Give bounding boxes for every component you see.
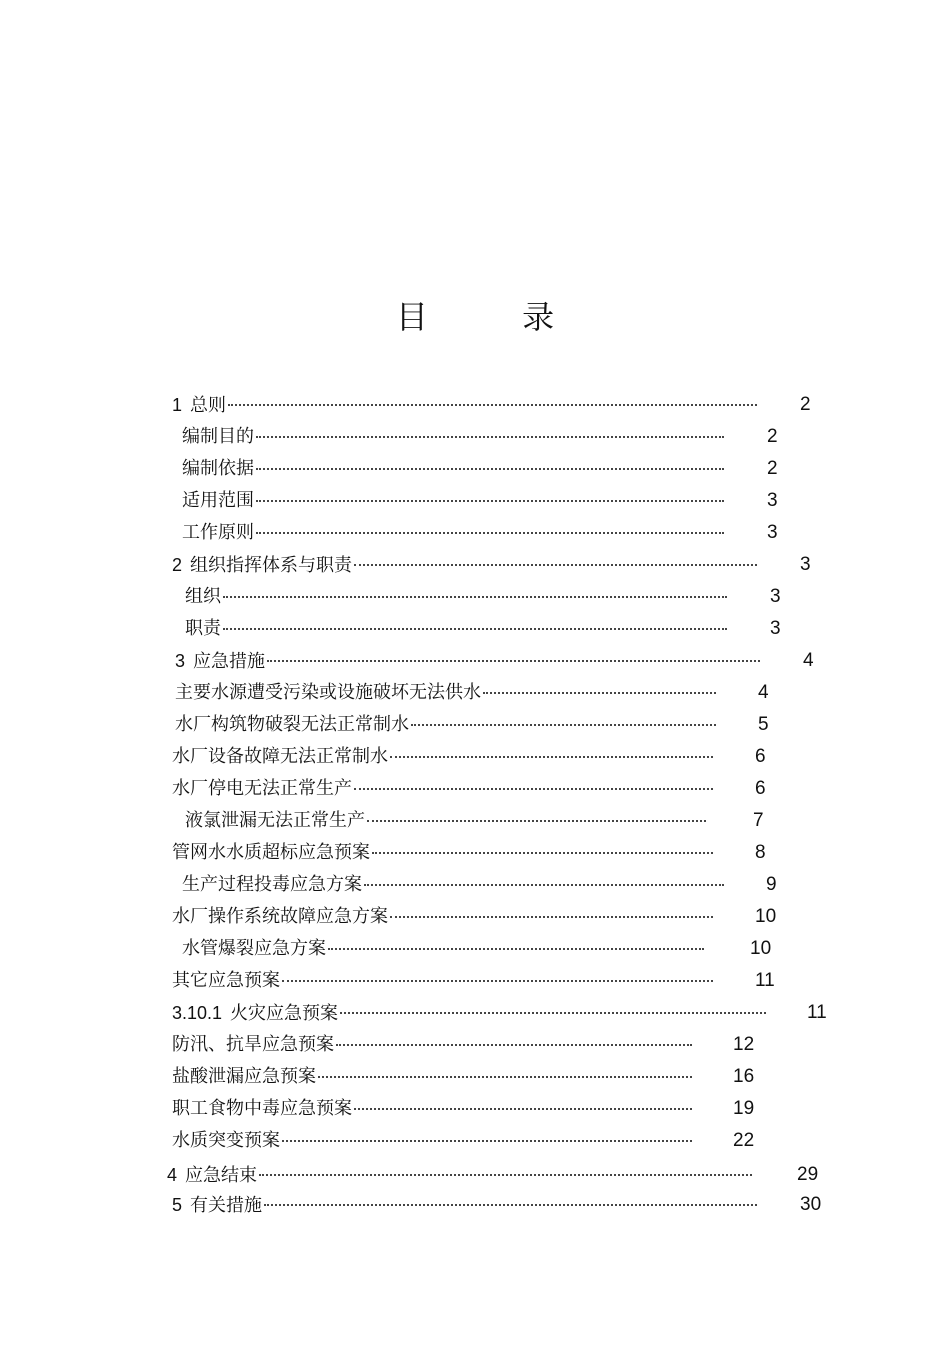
toc-leader-dots (267, 660, 760, 662)
toc-entry (185, 582, 810, 612)
toc-page-number: 8 (755, 842, 766, 863)
page-title: 目 录 (395, 298, 597, 336)
toc-entry-label (172, 1094, 352, 1124)
toc-entry-text: 水管爆裂应急方案 (182, 938, 326, 959)
toc-entry-text: 生产过程投毒应急方案 (182, 874, 362, 895)
toc-page-number: 9 (766, 874, 777, 895)
toc-entry-label (172, 838, 370, 868)
toc-leader-dots (264, 1204, 757, 1206)
toc-leader-dots (282, 1140, 692, 1142)
toc-entry-text: 应急结束 (185, 1165, 258, 1186)
toc-entry-number: 1 (172, 395, 183, 415)
toc-entry-number: 2 (172, 555, 183, 575)
toc-entry-text: 盐酸泄漏应急预案 (172, 1066, 316, 1087)
toc-entry (172, 742, 795, 772)
toc-entry-text: 组织 (185, 586, 221, 607)
toc-entry-label (185, 582, 221, 612)
toc-entry (172, 1126, 773, 1156)
toc-page-number: 10 (750, 938, 772, 959)
toc-entry-text: 水厂操作系统故障应急方案 (172, 906, 388, 927)
toc-entry (182, 454, 807, 484)
toc-page-number: 22 (733, 1130, 755, 1151)
toc-leader-dots (256, 532, 724, 534)
toc-entry-text: 编制目的 (182, 426, 254, 447)
toc-entry-text: 工作原则 (182, 522, 254, 543)
toc-entry (182, 870, 806, 900)
toc-page-number: 4 (803, 650, 814, 671)
toc-entry (172, 838, 795, 868)
toc-entry-number: 4 (167, 1165, 178, 1185)
toc-leader-dots (328, 948, 704, 950)
toc-leader-dots (318, 1076, 692, 1078)
toc-entry-label (172, 742, 388, 772)
toc-entry-label (172, 1126, 280, 1156)
toc-entry (172, 550, 840, 580)
toc-entry-label (175, 710, 409, 740)
toc-entry (172, 1190, 840, 1220)
toc-entry (185, 806, 793, 836)
toc-leader-dots (256, 500, 724, 502)
toc-page-number: 3 (800, 554, 811, 575)
toc-page-number: 2 (800, 394, 811, 415)
toc-entry (185, 614, 810, 644)
toc-entry-label (182, 486, 254, 516)
toc-leader-dots (340, 1012, 766, 1014)
toc-entry (172, 1030, 773, 1060)
toc-page-number: 19 (733, 1098, 755, 1119)
toc-page-number: 3 (770, 618, 781, 639)
toc-entry-label (175, 646, 265, 677)
toc-entry-text: 水厂设备故障无法正常制水 (172, 746, 388, 767)
toc-entry-label (182, 518, 254, 548)
toc-page-number: 3 (767, 522, 778, 543)
toc-page-number: 3 (770, 586, 781, 607)
toc-page-number: 3 (767, 490, 778, 511)
toc-entry-text: 其它应急预案 (172, 970, 280, 991)
toc-page-number: 11 (807, 1002, 827, 1023)
toc-entry (172, 1062, 773, 1092)
toc-entry-text: 职工食物中毒应急预案 (172, 1098, 352, 1119)
toc-entry-label (172, 902, 388, 932)
toc-entry-text: 水厂停电无法正常生产 (172, 778, 352, 799)
toc-entry-label (172, 998, 338, 1029)
toc-entry-text: 职责 (185, 618, 221, 639)
toc-page-number: 2 (767, 426, 778, 447)
toc-entry (172, 966, 795, 996)
toc-page-number: 4 (758, 682, 769, 703)
toc-page-number: 7 (753, 810, 764, 831)
toc-entry-text: 主要水源遭受污染或设施破坏无法供水 (175, 682, 481, 703)
toc-entry-label (182, 422, 254, 452)
toc-leader-dots (367, 820, 706, 822)
toc-entry-label (167, 1160, 257, 1191)
toc-leader-dots (259, 1174, 752, 1176)
toc-page-number: 12 (733, 1034, 755, 1055)
toc-leader-dots (372, 852, 713, 854)
toc-entry-text: 适用范围 (182, 490, 254, 511)
toc-entry-text: 火灾应急预案 (230, 1003, 339, 1024)
toc-entry-label (172, 1030, 334, 1060)
toc-entry-label (182, 454, 254, 484)
toc-entry-text: 编制依据 (182, 458, 254, 479)
toc-entry-text: 液氯泄漏无法正常生产 (185, 810, 365, 831)
toc-leader-dots (282, 980, 713, 982)
toc-entry-label (172, 966, 280, 996)
toc-entry-label (172, 1190, 262, 1221)
toc-entry (172, 390, 840, 420)
toc-page-number: 5 (758, 714, 769, 735)
toc-entry-label (172, 1062, 316, 1092)
toc-entry-label (175, 678, 481, 708)
toc-leader-dots (354, 1108, 692, 1110)
toc-entry (182, 518, 807, 548)
toc-page-number: 16 (733, 1066, 755, 1087)
toc-entry-text: 应急措施 (193, 651, 266, 672)
toc-leader-dots (223, 628, 727, 630)
toc-entry (172, 1094, 773, 1124)
toc-leader-dots (228, 404, 757, 406)
toc-page-number: 29 (797, 1164, 819, 1185)
toc-page-number: 2 (767, 458, 778, 479)
toc-entry (175, 710, 798, 740)
toc-page-number: 6 (755, 778, 766, 799)
toc-leader-dots (223, 596, 727, 598)
toc-entry-label (172, 774, 352, 804)
toc-leader-dots (354, 564, 757, 566)
toc-entry-text: 水厂构筑物破裂无法正常制水 (175, 714, 409, 735)
toc-entry-number: 3.10.1 (172, 1003, 223, 1023)
toc-leader-dots (411, 724, 716, 726)
toc-entry-text: 有关措施 (190, 1195, 263, 1216)
toc-leader-dots (256, 468, 724, 470)
toc-entry (172, 998, 847, 1028)
toc-entry-text: 防汛、抗旱应急预案 (172, 1034, 334, 1055)
toc-page-number: 10 (755, 906, 777, 927)
toc-entry-text: 组织指挥体系与职责 (190, 555, 353, 576)
toc-page-number: 11 (755, 970, 775, 991)
toc-page-number: 6 (755, 746, 766, 767)
toc-leader-dots (390, 756, 713, 758)
toc-leader-dots (390, 916, 713, 918)
toc-entry-label (172, 390, 226, 421)
toc-entry (175, 646, 843, 676)
toc-leader-dots (256, 436, 724, 438)
toc-leader-dots (483, 692, 716, 694)
toc-entry-text: 管网水水质超标应急预案 (172, 842, 370, 863)
toc-entry (172, 774, 795, 804)
toc-entry (182, 422, 807, 452)
toc-entry-label (172, 550, 352, 581)
toc-entry (172, 902, 795, 932)
toc-entry-number: 5 (172, 1195, 183, 1215)
toc-entry-number: 3 (175, 651, 186, 671)
toc-entry-text: 总则 (190, 395, 227, 416)
toc-entry-text: 水质突变预案 (172, 1130, 280, 1151)
toc-leader-dots (364, 884, 724, 886)
toc-leader-dots (354, 788, 713, 790)
toc-entry-label (185, 806, 365, 836)
toc-entry (182, 934, 790, 964)
toc-entry (182, 486, 807, 516)
toc-entry (175, 678, 798, 708)
toc-entry-label (185, 614, 221, 644)
toc-entry (167, 1160, 837, 1190)
toc-page-number: 30 (800, 1194, 822, 1215)
toc-entry-label (182, 870, 362, 900)
toc-entry-label (182, 934, 326, 964)
toc-leader-dots (336, 1044, 692, 1046)
